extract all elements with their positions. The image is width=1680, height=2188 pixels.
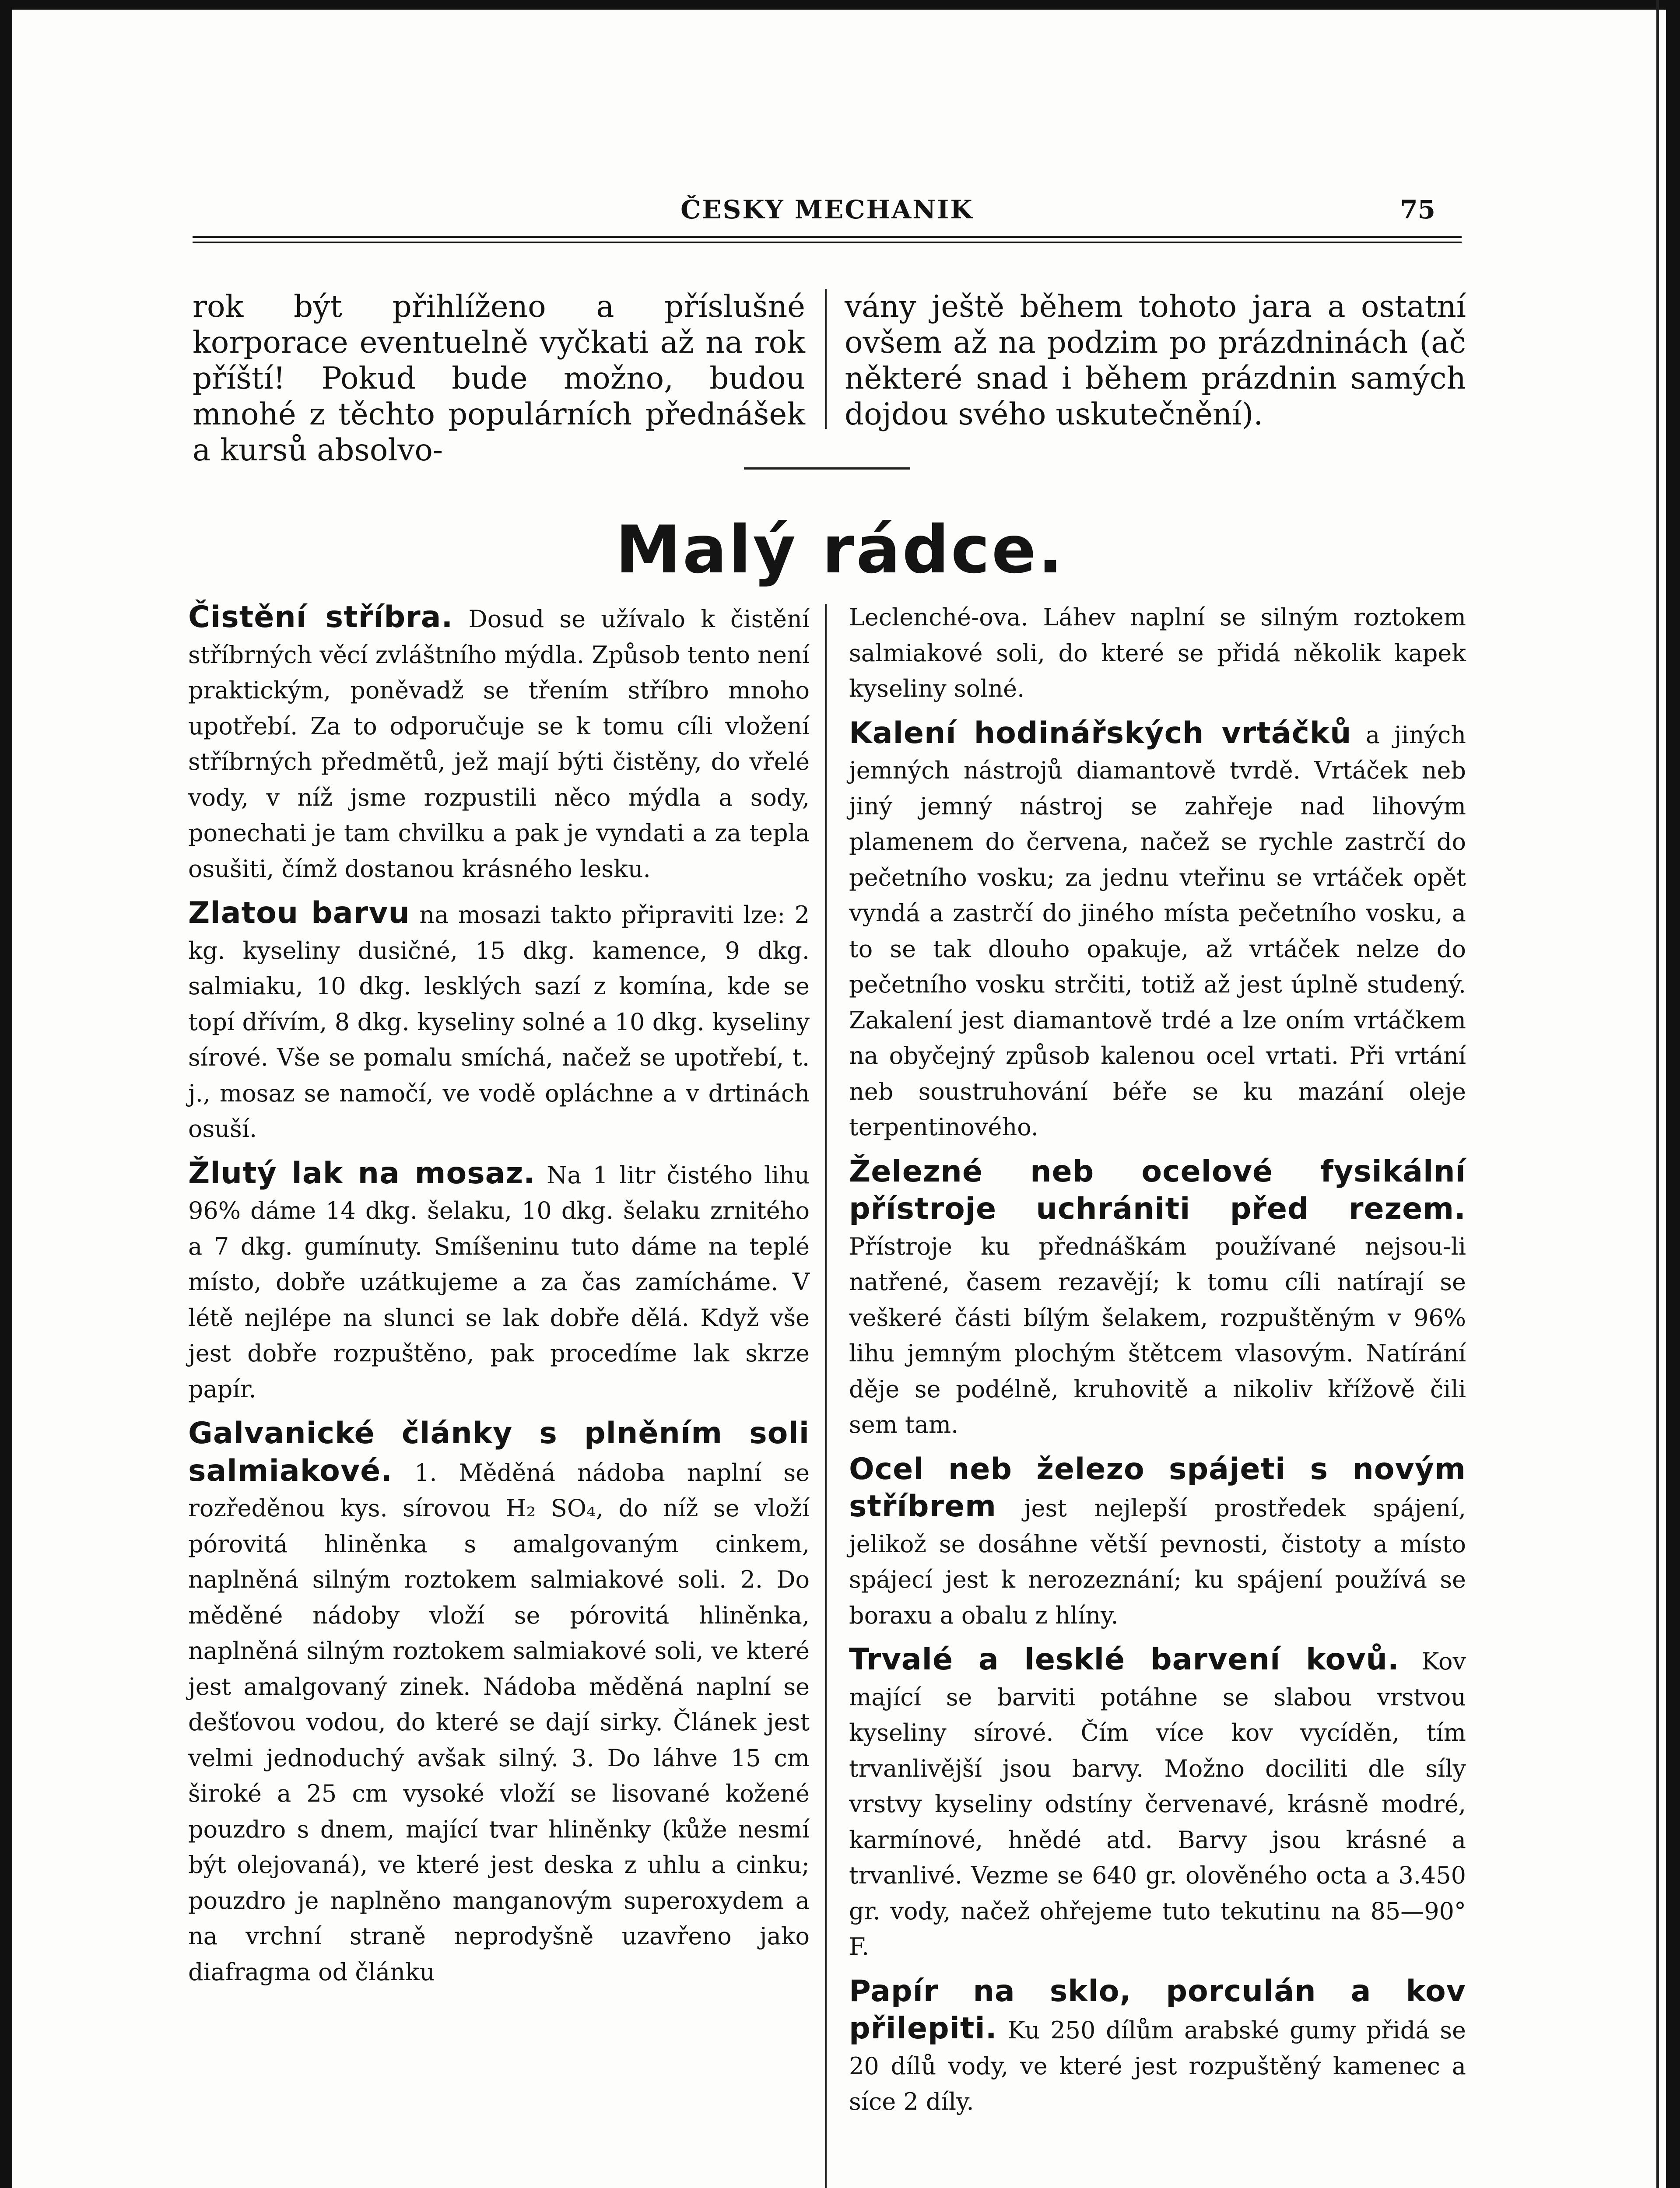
article-heading: Ocel neb železo spájeti s novým stříbrem (849, 1452, 1466, 1524)
article-zlata-barva (188, 895, 810, 1147)
article-heading: Trvalé a lesklé barvení kovů. (849, 1642, 1399, 1677)
article-text: Kov mající se barviti potáhne se slabou vrstvou kyseliny sírové. Čím více kov vycíděn, tím trvanlivější jsou barvy. Možno dociliti dle síly vrstvy kyseliny odstíny červenavé, krásně modré, karmínové, hnědé atd. Barvy jsou krásné a trvanlivé. Vezme se 640 gr. olověného octa a 3.450 gr. vody, načež ohřejeme tuto tekutinu na 85—90° F. (849, 1648, 1466, 1960)
article-cisteni-stribra (188, 600, 810, 887)
article-heading: Galvanické články s plněním soli salmiakové. (188, 1416, 810, 1488)
article-kaleni-vrtacku (849, 715, 1466, 1145)
intro-right-text: vány ještě během tohoto jara a ostatní ovšem až na podzim po prázdninách (ač některé snad i během prázdnin samých dojdou svého uskutečnění). (845, 289, 1466, 432)
article-text: Dosud se užívalo k čistění stříbrných věcí zvláštního mýdla. Způsob tento není praktickým, poněvadž se třením stříbro mnoho upotřebí. Za to odporučuje se k tomu cíli vložení stříbrných předmětů, jež mají býti čistěny, do vřelé vody, v níž jsme rozpustili něco mýdla a sody, ponechati je tam chvilku a pak je vyndati a za tepla osušiti, čímž dostanou krásného lesku. (188, 605, 810, 883)
scan-border-top (0, 0, 1680, 10)
left-column (188, 600, 810, 1999)
article-heading: Žlutý lak na mosaz. (188, 1156, 535, 1191)
article-text: Leclenché-ova. Láhev naplní se silným roztokem salmiakové soli, do které se přidá několik kapek kyseliny solné. (849, 603, 1466, 702)
article-text: jest nejlepší prostředek spájení, jelikož se dosáhne větší pevnosti, čistoty a místo spájecí jest k nerozeznání; ku spájení používá se boraxu a obalu z hlíny. (849, 1494, 1466, 1629)
section-title: Malý rádce. (615, 512, 1065, 588)
article-heading: Čistění stříbra. (188, 600, 453, 635)
article-text: 1. Měděná nádoba naplní se rozředěnou kys. sírovou H₂ SO₄, do níž se vloží pórovitá hliněnka s amalgovaným cinkem, naplněná silným roztokem salmiakové soli. 2. Do měděné nádoby vloží se pórovitá hliněnka, naplněná silným roztokem salmiakové soli, ve které jest amalgovaný zinek. Nádoba měděná naplní se dešťovou vodou, do které se dají sirky. Článek jest velmi jednoduchý avšak silný. 3. Do láhve 15 cm široké a 25 cm vysoké vloží se lisované kožené pouzdro s dnem, mající tvar hliněnky (kůže nesmí být olejovaná), ve které jest deska z uhlu a cinku; pouzdro je naplněno manganovým superoxydem a na vrchní straně neprodyšně uzavřeno jako diafragma od článku (188, 1459, 810, 1986)
header-double-rule (193, 236, 1462, 243)
intro-left-text: rok být přihlíženo a příslušné korporace eventuelně vyčkati až na rok příští! Pokud bude možno, budou mnohé z těchto populárních přednášek a kursů absolvo- (193, 289, 805, 468)
article-galvanicke-continuation (849, 600, 1466, 707)
intro-left-column (193, 289, 805, 468)
article-papir-na-sklo (849, 1974, 1466, 2120)
article-heading: Zlatou barvu (188, 896, 410, 930)
page-number: 75 (1400, 195, 1435, 224)
intro-right-column (845, 289, 1466, 432)
article-fysikalni-pristroje (849, 1154, 1466, 1443)
page-header (193, 195, 1462, 230)
article-zluty-lak (188, 1156, 810, 1407)
article-barveni-kovu (849, 1642, 1466, 1965)
section-separator (744, 467, 910, 470)
article-text: Přístroje ku přednáškám používané nejsou-li natřené, časem rezavějí; k tomu cíli natírají se veškeré části bílým šelakem, rozpuštěným v 96% lihu jemným plochým štětcem vlasovým. Natírání děje se podélně, kruhovitě a nikoliv křížově čili sem tam. (849, 1232, 1466, 1438)
article-text: na mosazi takto připraviti lze: 2 kg. kyseliny dusičné, 15 dkg. kamence, 9 dkg. salmiaku, 10 dkg. lesklých sazí z komína, kde se topí dřívím, 8 dkg. kyseliny solné a 10 dkg. kyseliny sírové. Vše se pomalu smíchá, načež se upotřebí, t. j., mosaz se namočí, ve vodě opláchne a v drtinách osuší. (188, 901, 810, 1143)
scan-border-right-inner (1656, 0, 1659, 2188)
article-spajeni (849, 1452, 1466, 1634)
article-heading: Papír na sklo, porculán a kov přilepiti. (849, 1974, 1466, 2046)
article-text: Na 1 litr čistého lihu 96% dáme 14 dkg. šelaku, 10 dkg. šelaku zrnitého a 7 dkg. gumínuty. Smíšeninu tuto dáme na teplé místo, dobře uzátkujeme a za čas zamícháme. V létě nejlépe na slunci se lak dobře dělá. Když vše jest dobře rozpuštěno, pak procedíme lak skrze papír. (188, 1161, 810, 1403)
article-text: a jiných jemných nástrojů diamantově tvrdě. Vrtáček neb jiný jemný nástroj se zahřeje nad lihovým plamenem do červena, načež se rychle zastrčí do pečetního vosku; za jednu vteřinu se vrtáček opět vyndá a zastrčí do jiného místa pečetního vosku, a to se tak dlouho opakuje, až vrtáček nelze do pečetního vosku strčiti, totiž až jest úplně studený. Zakalení jest diamantově trdé a lze oním vrtáčkem na obyčejný způsob kalenou ocel vrtati. Při vrtání neb soustruhování béře se ku mazání oleje terpentinového. (849, 721, 1466, 1141)
article-heading: Železné neb ocelové fysikální přístroje uchrániti před rezem. (849, 1154, 1466, 1226)
right-column (849, 600, 1466, 2128)
scan-border-left (0, 0, 12, 2188)
article-text: Ku 250 dílům arabské gumy přidá se 20 dílů vody, ve které jest rozpuštěný kamenec a síce 2 díly. (849, 2016, 1466, 2115)
article-galvanicke-clanky (188, 1416, 810, 1990)
column-divider-main (825, 604, 827, 2188)
running-title: ČESKY MECHANIK (680, 195, 974, 224)
column-divider-top (825, 289, 827, 429)
scan-border-right (1666, 0, 1680, 2188)
article-heading: Kalení hodinářských vrtáčků (849, 715, 1352, 750)
